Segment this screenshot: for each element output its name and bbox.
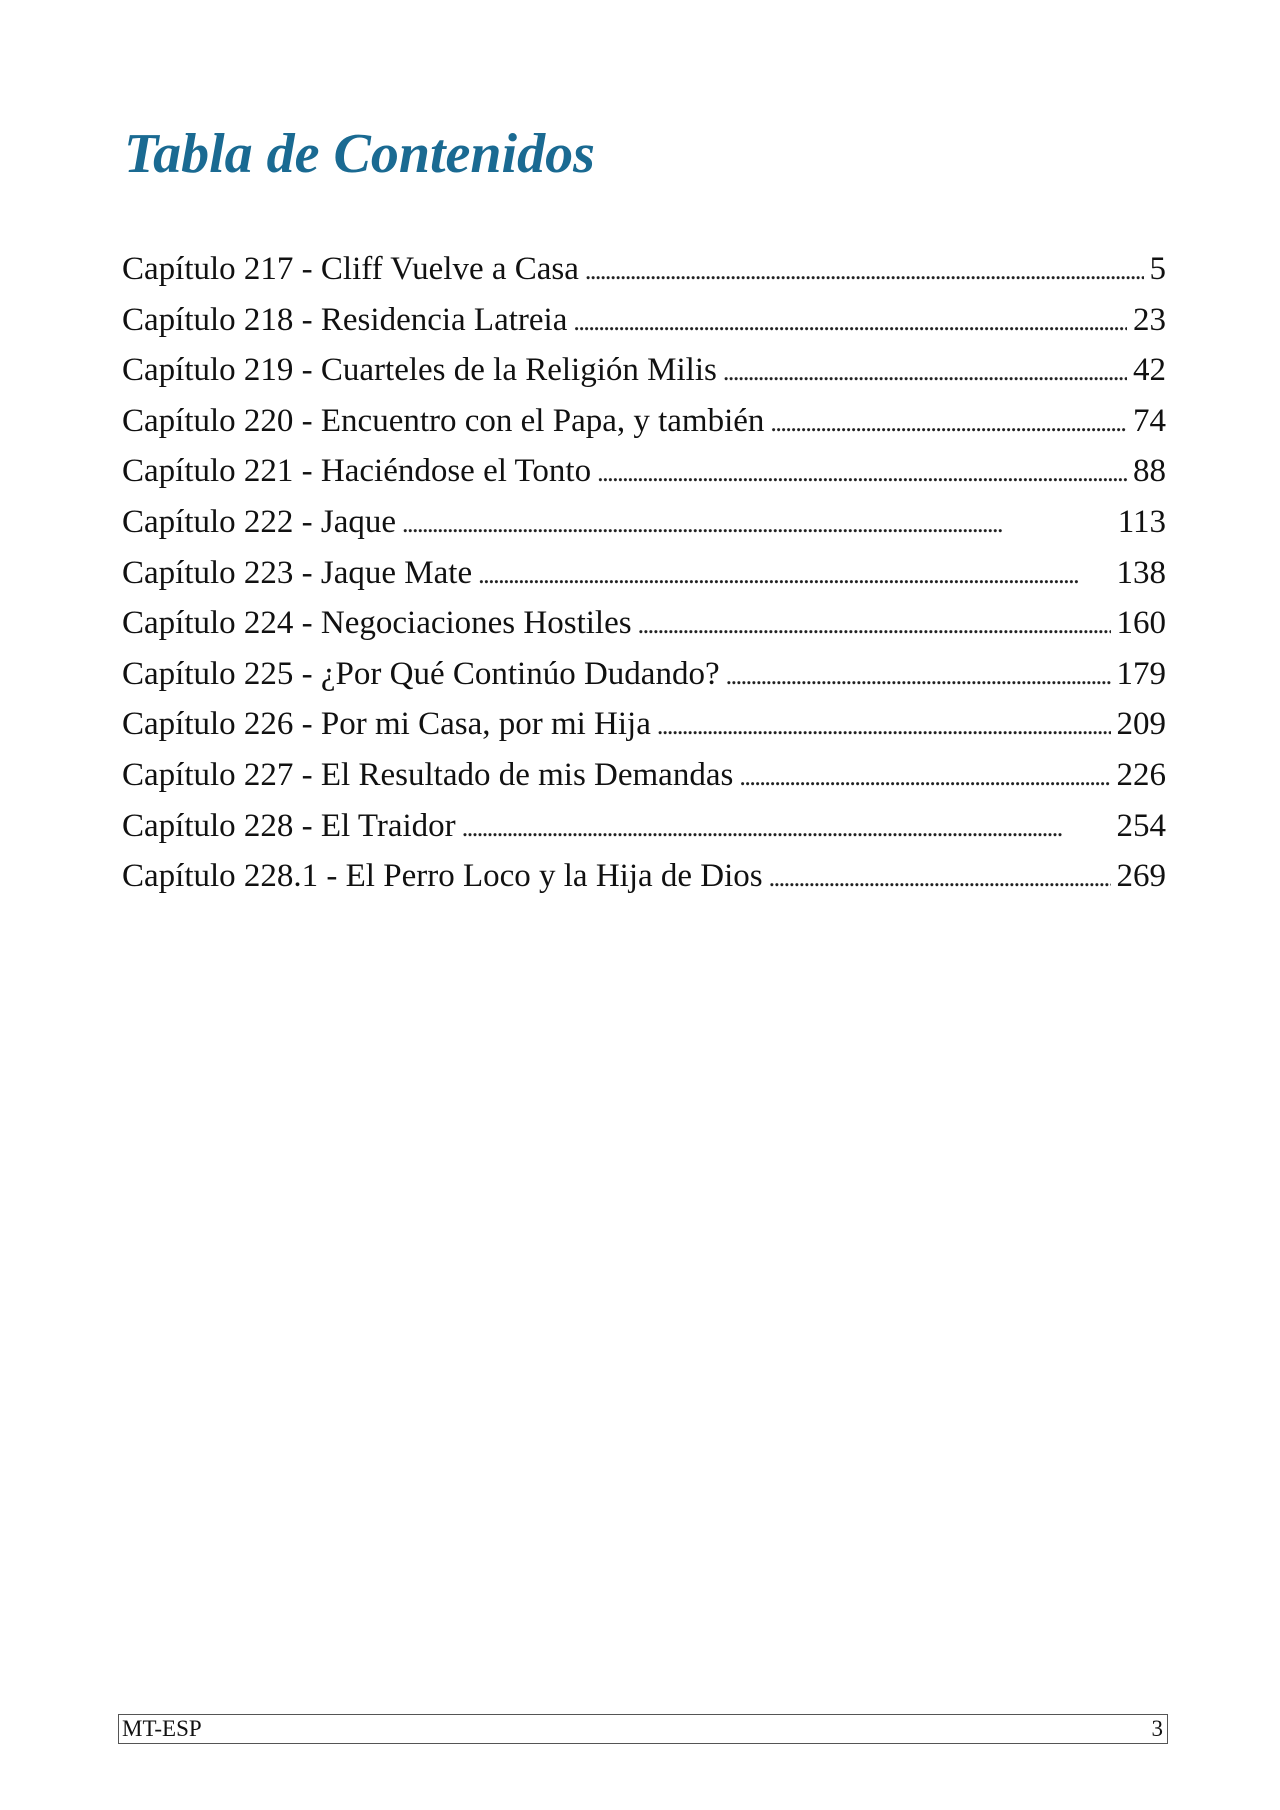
toc-dot-leader xyxy=(478,550,1110,599)
footer-page-number: 3 xyxy=(1151,1716,1163,1741)
toc-entry-title: Capítulo 218 - Residencia Latreia xyxy=(122,295,573,346)
toc-entry-page: 226 xyxy=(1116,756,1166,793)
toc-entry[interactable] xyxy=(122,548,1166,599)
toc-dot-leader xyxy=(402,499,1112,548)
toc-dot-leader xyxy=(726,651,1111,700)
toc-entry[interactable] xyxy=(122,699,1166,750)
toc-entry[interactable] xyxy=(122,446,1166,497)
toc-entry[interactable] xyxy=(122,244,1166,295)
toc-entry[interactable] xyxy=(122,851,1166,902)
toc-entry-page: 269 xyxy=(1116,858,1166,895)
toc-entry-page: 74 xyxy=(1133,402,1166,439)
toc-entry-title: Capítulo 223 - Jaque Mate xyxy=(122,548,478,599)
table-of-contents xyxy=(122,244,1166,902)
toc-entry-title: Capítulo 225 - ¿Por Qué Continúo Dudando? xyxy=(122,649,726,700)
toc-entry-page: 179 xyxy=(1116,655,1166,692)
toc-entry-page: 23 xyxy=(1133,301,1166,338)
toc-entry-page: 254 xyxy=(1116,807,1166,844)
toc-entry-title: Capítulo 226 - Por mi Casa, por mi Hija xyxy=(122,699,657,750)
toc-entry-page: 42 xyxy=(1133,352,1166,389)
toc-dot-leader xyxy=(638,600,1111,649)
toc-entry-title: Capítulo 219 - Cuarteles de la Religión Milis xyxy=(122,345,723,396)
toc-entry-title: Capítulo 217 - Cliff Vuelve a Casa xyxy=(122,244,585,295)
toc-entry[interactable] xyxy=(122,497,1166,548)
toc-entry-page: 5 xyxy=(1149,251,1166,287)
toc-entry-title: Capítulo 220 - Encuentro con el Papa, y también xyxy=(122,396,770,447)
toc-dot-leader xyxy=(573,297,1127,346)
toc-entry[interactable] xyxy=(122,750,1166,801)
toc-dot-leader xyxy=(597,448,1127,497)
toc-entry-title: Capítulo 227 - El Resultado de mis Demandas xyxy=(122,750,739,801)
toc-entry-title: Capítulo 228 - El Traidor xyxy=(122,801,462,852)
toc-entry-page: 138 xyxy=(1116,554,1166,591)
toc-entry-page: 113 xyxy=(1117,503,1166,540)
toc-entry[interactable] xyxy=(122,345,1166,396)
toc-entry-title: Capítulo 221 - Haciéndose el Tonto xyxy=(122,446,597,497)
toc-entry-page: 209 xyxy=(1116,706,1166,743)
toc-dot-leader xyxy=(739,752,1110,801)
toc-entry[interactable] xyxy=(122,598,1166,649)
toc-dot-leader xyxy=(723,347,1127,396)
toc-dot-leader xyxy=(462,803,1111,852)
page-title: Tabla de Contenidos xyxy=(124,123,595,185)
toc-entry[interactable] xyxy=(122,396,1166,447)
toc-entry[interactable] xyxy=(122,649,1166,700)
toc-entry[interactable] xyxy=(122,801,1166,852)
toc-entry-title: Capítulo 228.1 - El Perro Loco y la Hija de Dios xyxy=(122,851,769,902)
toc-dot-leader xyxy=(770,398,1127,447)
toc-dot-leader xyxy=(769,853,1111,902)
toc-entry-title: Capítulo 222 - Jaque xyxy=(122,497,402,548)
toc-entry-page: 160 xyxy=(1116,605,1166,642)
page-footer xyxy=(118,1714,1168,1744)
toc-dot-leader xyxy=(585,246,1144,295)
toc-dot-leader xyxy=(657,701,1111,750)
footer-label: MT-ESP xyxy=(122,1716,202,1741)
toc-entry-page: 88 xyxy=(1133,453,1166,490)
toc-entry-title: Capítulo 224 - Negociaciones Hostiles xyxy=(122,598,638,649)
toc-entry[interactable] xyxy=(122,295,1166,346)
